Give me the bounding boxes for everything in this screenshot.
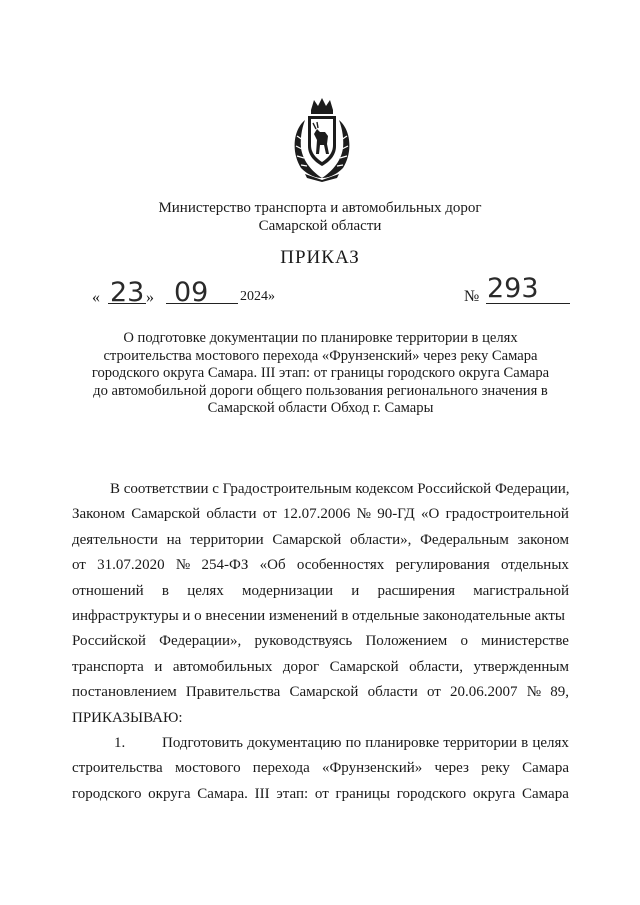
word: транспорта xyxy=(72,658,144,675)
order-subject xyxy=(72,330,569,418)
word: городского xyxy=(396,785,467,802)
order-day: 23 xyxy=(110,277,145,308)
word: от xyxy=(314,785,329,802)
date-open-quote: « xyxy=(92,289,100,306)
word: инфраструктуры и о внесении изменений в отдельные законодательные акты xyxy=(72,608,565,625)
subject-line: городского округа Самара. III этап: от границы городского округа Самара xyxy=(91,365,550,381)
word: отдельных xyxy=(501,557,569,574)
word: автомобильных xyxy=(172,658,273,675)
word: 90-ГД xyxy=(377,506,415,523)
word: на xyxy=(166,531,182,548)
word: дорог xyxy=(282,658,320,675)
word: Федерации», xyxy=(159,633,242,650)
word: Подготовить xyxy=(162,735,243,752)
word: В соответствии с Градостроительным кодексом Российской Федерации, xyxy=(110,481,570,497)
subject-line: О подготовке документации по планировке территории в целях xyxy=(123,330,518,346)
word: территории xyxy=(443,735,517,752)
preamble-line xyxy=(72,579,569,604)
word: границы xyxy=(335,785,390,802)
word: Самара xyxy=(522,760,569,777)
word: в xyxy=(521,735,529,752)
word: от xyxy=(262,506,277,523)
subject-line: Самарской области Обход г. Самары xyxy=(207,400,434,416)
word: 12.07.2006 xyxy=(282,506,351,523)
word: области», xyxy=(349,531,412,548)
coat-of-arms-icon xyxy=(287,96,357,182)
word: в xyxy=(161,582,169,599)
item-first-line xyxy=(72,731,569,756)
word: Положением xyxy=(365,633,448,650)
preamble-line xyxy=(72,528,569,553)
word: «Об xyxy=(259,557,286,574)
word: III xyxy=(254,785,270,802)
word: руководствуясь xyxy=(254,633,353,650)
word: отношений xyxy=(72,582,144,599)
document-type-title: ПРИКАЗ xyxy=(280,247,360,268)
preamble-line xyxy=(72,604,569,629)
item-line xyxy=(72,756,569,781)
word: Правительства xyxy=(185,684,281,701)
item-number: 1. xyxy=(114,735,126,752)
order-year: 2024» xyxy=(240,289,275,304)
word: от xyxy=(72,557,86,574)
word: планировке xyxy=(365,735,440,752)
word: области xyxy=(206,506,257,523)
word: 20.06.2007 xyxy=(450,684,518,701)
word: округа xyxy=(472,785,516,802)
word: Самара xyxy=(522,785,569,802)
word: Самара. xyxy=(197,785,248,802)
word: Законом xyxy=(72,506,125,523)
word: Федеральным xyxy=(420,531,509,548)
word: округа xyxy=(148,785,191,802)
word: области, xyxy=(409,658,463,675)
word: реку xyxy=(481,760,510,777)
word: через xyxy=(434,760,469,777)
order-word-line xyxy=(72,706,569,731)
word: утвержденным xyxy=(473,658,569,675)
word: регулирования xyxy=(395,557,490,574)
word: перехода xyxy=(252,760,310,777)
item-first-line-text xyxy=(148,731,569,756)
number-underline xyxy=(486,303,570,304)
word: Самарской xyxy=(272,531,342,548)
word: постановлением xyxy=(72,684,177,701)
word: магистральной xyxy=(473,582,569,599)
order-month: 09 xyxy=(174,277,209,308)
word: Российской xyxy=(72,633,146,650)
date-close-quote: » xyxy=(146,289,154,306)
preamble-line xyxy=(72,680,569,705)
word: строительства xyxy=(72,760,163,777)
date-month-underline xyxy=(166,303,238,304)
word: документацию xyxy=(247,735,342,752)
preamble-line xyxy=(72,629,569,654)
preamble-line xyxy=(72,502,569,527)
word: 89, xyxy=(550,684,569,701)
word: и xyxy=(154,658,163,675)
word: № xyxy=(526,684,541,701)
number-sign: № xyxy=(464,288,480,305)
subject-line: строительства мостового перехода «Фрунзенский» через реку Самара xyxy=(103,347,538,364)
word: области xyxy=(367,684,418,701)
word: целях xyxy=(532,735,569,752)
preamble-line xyxy=(72,553,569,578)
word: законом xyxy=(517,531,569,548)
word: министерстве xyxy=(481,633,569,650)
word: по xyxy=(345,735,362,752)
word: № xyxy=(175,557,191,574)
ministry-name-line-1: Министерство транспорта и автомобильных дорог xyxy=(158,200,482,216)
word: особенностях xyxy=(296,557,385,574)
word: Самарской xyxy=(131,506,201,523)
word: от xyxy=(426,684,441,701)
order-item-1 xyxy=(72,731,569,807)
word: мостового xyxy=(174,760,241,777)
subject-line: до автомобильной дороги общего пользования регионального значения в xyxy=(93,382,548,399)
word: городского xyxy=(72,785,142,802)
order-body xyxy=(72,477,569,807)
word: Самарской xyxy=(329,658,399,675)
word: территории xyxy=(189,531,264,548)
date-day-underline xyxy=(108,303,146,304)
word: деятельности xyxy=(72,531,158,548)
word: 31.07.2020 xyxy=(97,557,165,574)
word: № xyxy=(356,506,371,523)
word: и xyxy=(351,582,360,599)
preamble-line xyxy=(72,477,569,502)
word: 254-ФЗ xyxy=(201,557,249,574)
preamble xyxy=(72,477,569,706)
ministry-name-line-2: Самарской области xyxy=(258,218,382,234)
word: Самарской xyxy=(289,684,359,701)
word: целях xyxy=(187,582,224,599)
order-word: ПРИКАЗЫВАЮ: xyxy=(72,709,183,726)
word: градостроительной xyxy=(445,506,569,523)
word: этап: xyxy=(276,785,309,802)
order-number: 293 xyxy=(487,273,539,304)
word: о xyxy=(460,633,468,650)
word: «Фрунзенский» xyxy=(321,760,423,777)
word: «О xyxy=(421,506,440,523)
preamble-line xyxy=(72,655,569,680)
word: модернизации xyxy=(241,582,334,599)
item-line xyxy=(72,782,569,807)
word: расширения xyxy=(377,582,455,599)
